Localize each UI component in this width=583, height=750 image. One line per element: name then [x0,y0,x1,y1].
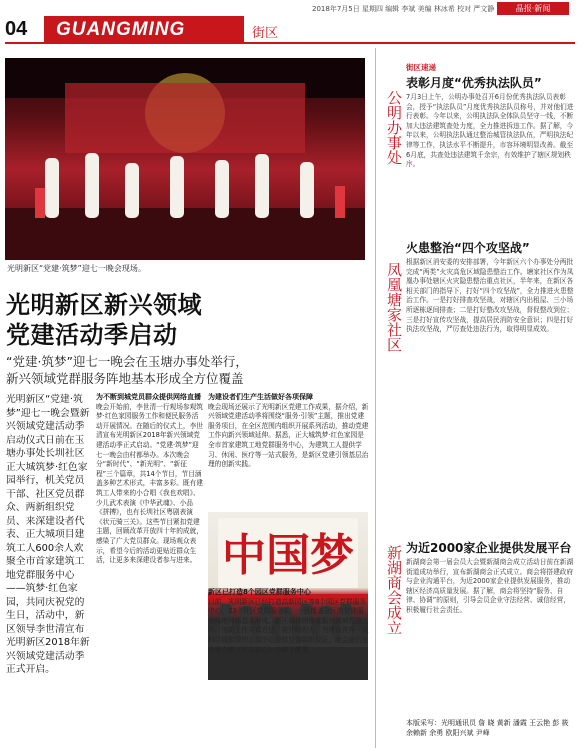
page-header [0,0,583,43]
zone-label: 街区 [252,26,279,41]
date-line: 2018年7月5日 星期四 编辑 李斌 美编 林冰希 校对 严文静 [312,5,495,13]
section-label-tangjia: 凤凰塘家社区 [385,262,403,352]
column-1-text: 晚会开始前，李世清一行观场参观筑梦·红色家园服务工作和便民服务活动开展情况。在随后的仪式上，李世清宣布光明新区2018年新兴领域党建活动季正式启动。“党建·筑梦”迎七一晚会由村都举办。本次晚会分“新时代”、“新光明”、“新征程”三个篇章，共14个节目，节目涵盖多种艺术形式，丰富多彩。既有建筑工人带来的小合唱《我也欢唱》、少儿武术表演《中华武魂》、小品《拼搏》，也有长圳社区粤剧表演《状元骑三关》。这些节目紧扣党建主题，回顾改革开放四十年的成就，感染了广大党员群众。现场观众表示，希望今后的活动更贴近群众生活，让更多来深建设者参与进来。 [96,402,203,565]
subtitle-line-2: 新兴领域党群服务阵地基本形成全方位覆盖 [6,371,244,386]
page-number: 04 [5,18,28,40]
news-body-gongming: 7月3日上午，公明办事处召开6月份优秀执法队员表彰会，授予“执法队员”月度优秀执法队员称号，并对他们进行表彰。今年以来，公明执法队全体队员坚守一线，不断加大违法建筑查处力度，全力推进拆违工作。据了解，今年以来，公明执法队通过整治城管执法队伍，严明执法纪律等工作，执法水平不断提升，市容环境明显改善。截至6月底，共查处违法建筑千余宗，有效维护了辖区规划秩序。 [406,93,574,169]
section-label-xinhu: 新湖商会成立 [385,545,403,635]
article-column-1 [96,393,203,750]
column-1-heading: 为不断到城党员群众提供网络直播 [96,393,201,401]
section-name: GUANGMING [56,19,186,40]
header-rule [5,42,575,44]
news-item-xinhu [406,538,576,726]
byline-credit: 本版采写：光明通讯员 詹 晓 黄新 潘霞 王云艳 彭 筱 余赖新 余勇 欧阳兴斌 尹峰 [406,719,569,737]
news-body-xinhu: 新湖商会第一届会员大会暨新湖商会成立活动日前在新湖街道成功举行，宣布新湖商会正式成立。商会将搭建政府与企业沟通平台，为近2000家企业提供发展服务，推动辖区经济高质量发展。据了解，商会将坚持“服务、自律、协调”的原则，引导会员企业守法经营、诚信经营，积极履行社会责任。 [406,558,574,614]
news-title-gongming: 表彰月度“优秀执法队员” [406,76,542,90]
news-title-xinhu: 为近2000家企业提供发展平台 [406,541,572,555]
svg-text:中国梦: 中国梦 [222,530,354,581]
column-3-heading: 新区已打造8个园区党群服务中心 [208,588,311,596]
main-headline [6,290,371,350]
subtitle-line-1: “党建·筑梦”迎七一晚会在玉塘办事处举行， [6,354,248,369]
column-2-text: 晚会现场还展示了光明新区党建工作成果，据介绍，新兴领域党建活动季将围绕“服务·引领”主题，推出党建服务项目，在全区范围内组织开展系列活动，推动党建工作向新兴领域延伸。据悉，正大城筑梦·红色家园是全市首家建筑工地党群服务中心，为建筑工人提供学习、休闲、医疗等一站式服务，是新区党建引领基层治理的创新实践。 [208,402,369,469]
newspaper-logo: 晶报·新闻 [497,2,569,15]
headline-line-1: 光明新区新兴领域 [6,291,202,319]
column-divider [375,48,376,748]
news-tag: 街区速递 [406,63,436,72]
lead-paragraph: 光明新区“党建·筑梦”迎七一晚会暨新兴领域党建活动季启动仪式日前在玉塘办事处长圳社区正大城筑梦·红色家园举行，机关党员干部、社区党员群众、两新组织党员、来深建设者代表、正大城项目建筑工人600余人欢聚全市首家建筑工地党群服务中心——筑梦·红色家园，共同庆祝党的生日，活动中，新区领导李世清宣布光明新区2018年新兴领域党建活动季正式开启。 [6,394,90,675]
headline-line-2: 党建活动季启动 [6,321,178,349]
section-label-gongming: 公明办事处 [385,90,403,165]
news-title-tangjia: 火患整治“四个攻坚战” [406,241,530,255]
column-3-text: 目前，光明新区已经打造高新园区等8个园区党群服务中心，23个社区党群服务站，一张覆盖全区的党建服务阵地网络基本形成。新区将持续推进新兴领域党建工作，创新工作方式方法，提升组织力，为建设世界一流科学城和深圳北部中心提供坚强组织保证。晚会最后在全场合唱《不忘初心》中落下帷幕。 [208,597,369,654]
column-2-heading: 为建设者们生产生活做好各项保障 [208,393,313,401]
main-subtitle [6,353,371,387]
news-body-tangjia: 根据新区消安委的安排部署，今年新区六个办事处分两批完成“两类”火灾高危区域隐患整治工作。塘家社区作为凤凰办事处辖区火灾隐患整治重点社区，半年来，在新区各相关部门的指导下，打好“四个攻坚战”，全力推进火患整治工作。一是打好排查攻坚战，对辖区内出租屋、三小场所逐栋逐间排查；二是打好整改攻坚战，督促整改到位；三是打好宣传攻坚战，提高居民消防安全意识；四是打好执法攻坚战，严厉查处违法行为，取得明显成效。 [406,258,574,334]
lead-photo [5,58,365,260]
article-column-3 [208,588,370,748]
news-item-gongming [406,62,576,243]
news-item-tangjia [406,238,576,526]
article-column-2 [208,393,370,508]
stage-performance-image [5,58,365,260]
lead-photo-caption: 光明新区“党建·筑梦”迎七一晚会现场。 [7,264,146,273]
